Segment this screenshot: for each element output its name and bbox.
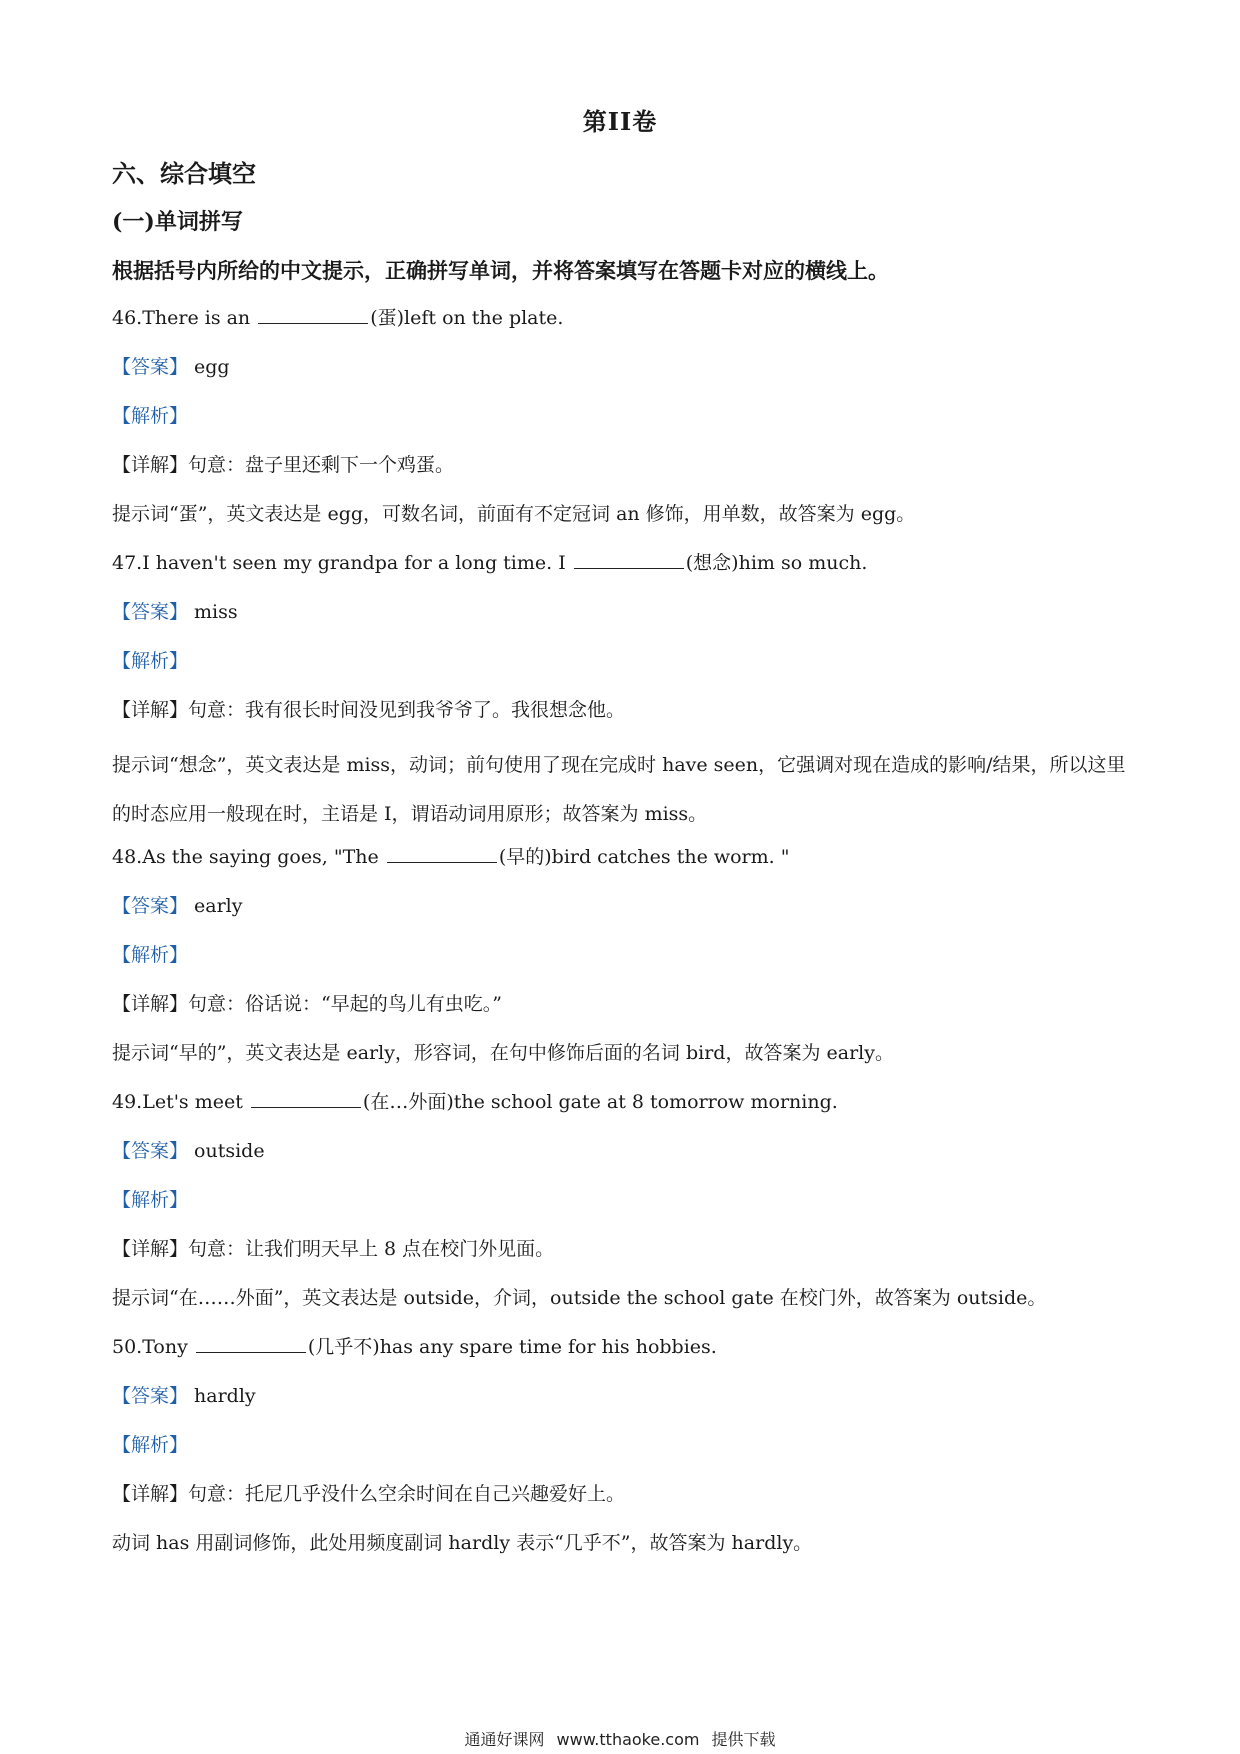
question-stem — [112, 545, 1132, 594]
answer-tag: 【答案】 — [112, 895, 189, 917]
question-48 — [112, 839, 1132, 1084]
answer-tag: 【答案】 — [112, 601, 189, 623]
answer-text: hardly — [194, 1385, 256, 1407]
stem-before: 49.Let's meet — [112, 1091, 249, 1113]
detail-tag: 【详解】 — [112, 1238, 189, 1260]
volume-title: 第II卷 — [582, 107, 658, 136]
stem-after: (蛋)left on the plate. — [370, 307, 564, 329]
instruction-text: 根据括号内所给的中文提示，正确拼写单词，并将答案填写在答题卡对应的横线上。 — [112, 258, 889, 283]
explanation-line: 提示词“在……外面”，英文表达是 outside，介词，outside the school gate 在校门外，故答案为 outside。 — [112, 1287, 1047, 1309]
answer-line — [112, 888, 1132, 937]
stem-after: (早的)bird catches the worm. " — [498, 846, 790, 868]
stem-before: 50.Tony — [112, 1336, 194, 1358]
answer-text: early — [194, 895, 243, 917]
explanation-line: 提示词“早的”，英文表达是 early，形容词，在句中修饰后面的名词 bird，故答案为 early。 — [112, 1042, 894, 1064]
detail-line — [112, 447, 1132, 496]
analysis-tag: 【解析】 — [112, 405, 189, 427]
analysis-tag: 【解析】 — [112, 1189, 189, 1211]
answer-tag: 【答案】 — [112, 356, 189, 378]
answer-blank — [251, 1091, 361, 1108]
answer-blank — [258, 307, 368, 324]
stem-before: 47.I haven't seen my grandpa for a long time. I — [112, 552, 572, 574]
answer-text: miss — [194, 601, 238, 623]
detail-text: 句意：我有很长时间没见到我爷爷了。我很想念他。 — [188, 699, 626, 721]
analysis-line — [112, 937, 1132, 986]
analysis-tag: 【解析】 — [112, 650, 189, 672]
footer-note: 提供下载 — [711, 1730, 776, 1749]
detail-line — [112, 1476, 1132, 1525]
answer-tag: 【答案】 — [112, 1140, 189, 1162]
analysis-line — [112, 1182, 1132, 1231]
answer-blank — [574, 552, 684, 569]
detail-text: 句意：让我们明天早上 8 点在校门外见面。 — [188, 1238, 555, 1260]
answer-blank — [196, 1336, 306, 1353]
detail-line — [112, 986, 1132, 1035]
detail-tag: 【详解】 — [112, 454, 189, 476]
detail-line — [112, 692, 1132, 741]
explanation-line: 提示词“蛋”，英文表达是 egg，可数名词，前面有不定冠词 an 修饰，用单数，故答案为 egg。 — [112, 503, 916, 525]
analysis-tag: 【解析】 — [112, 944, 189, 966]
question-stem — [112, 1329, 1132, 1378]
footer-site-name: 通通好课网 — [464, 1730, 545, 1749]
answer-line — [112, 1378, 1132, 1427]
explanation-line: 提示词“想念”，英文表达是 miss，动词；前句使用了现在完成时 have seen，它强调对现在造成的影响/结果，所以这里的时态应用一般现在时，主语是 I，谓语动词用原形；故答案为 miss。 — [112, 754, 1126, 825]
section-heading: 六、综合填空 — [112, 159, 256, 188]
analysis-tag: 【解析】 — [112, 1434, 189, 1456]
answer-line — [112, 349, 1132, 398]
question-stem — [112, 839, 1132, 888]
explanation-line: 动词 has 用副词修饰，此处用频度副词 hardly 表示“几乎不”，故答案为 hardly。 — [112, 1532, 813, 1554]
stem-before: 46.There is an — [112, 307, 257, 329]
detail-tag: 【详解】 — [112, 699, 189, 721]
answer-tag: 【答案】 — [112, 1385, 189, 1407]
detail-text: 句意：托尼几乎没什么空余时间在自己兴趣爱好上。 — [188, 1483, 626, 1505]
question-list — [112, 300, 1132, 1574]
answer-text: outside — [194, 1140, 265, 1162]
analysis-line — [112, 643, 1132, 692]
answer-line — [112, 1133, 1132, 1182]
stem-after: (几乎不)has any spare time for his hobbies. — [307, 1336, 717, 1358]
stem-before: 48.As the saying goes, "The — [112, 846, 385, 868]
answer-text: egg — [194, 356, 230, 378]
analysis-line — [112, 1427, 1132, 1476]
detail-text: 句意：盘子里还剩下一个鸡蛋。 — [188, 454, 455, 476]
question-stem — [112, 1084, 1132, 1133]
detail-tag: 【详解】 — [112, 1483, 189, 1505]
detail-line — [112, 1231, 1132, 1280]
stem-after: (在…外面)the school gate at 8 tomorrow morning. — [362, 1091, 838, 1113]
question-stem — [112, 300, 1132, 349]
stem-after: (想念)him so much. — [685, 552, 868, 574]
question-49 — [112, 1084, 1132, 1329]
question-46 — [112, 300, 1132, 545]
subsection-heading: (一)单词拼写 — [112, 209, 243, 235]
detail-tag: 【详解】 — [112, 993, 189, 1015]
page-footer — [0, 1727, 1240, 1750]
detail-text: 句意：俗话说：“早起的鸟儿有虫吃。” — [188, 993, 502, 1015]
footer-url[interactable]: www.tthaoke.com — [556, 1730, 700, 1749]
analysis-line — [112, 398, 1132, 447]
question-50 — [112, 1329, 1132, 1574]
answer-blank — [387, 846, 497, 863]
question-47 — [112, 545, 1132, 839]
answer-line — [112, 594, 1132, 643]
